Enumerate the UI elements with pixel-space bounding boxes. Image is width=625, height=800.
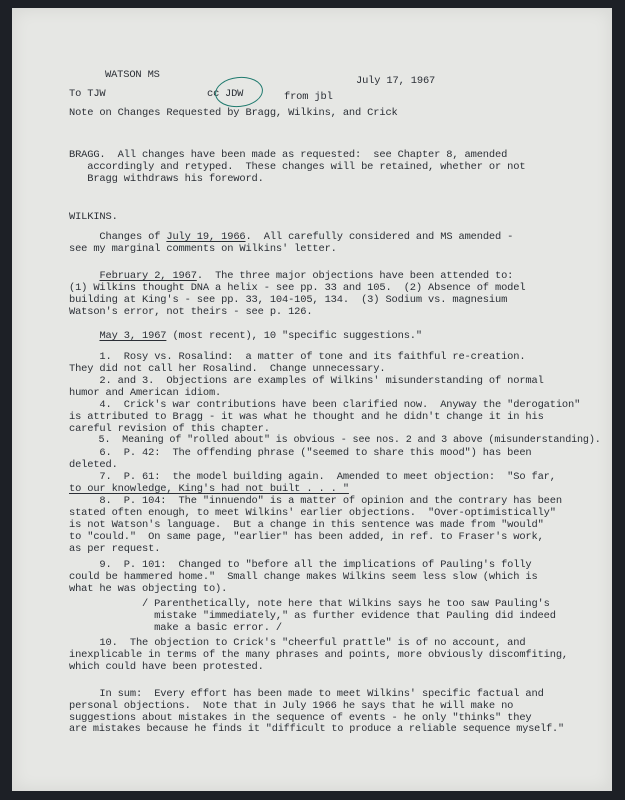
item-line: to "could." On same page, "earlier" has been added, in ref. to Fraser's work, (69, 531, 544, 543)
changes-line-2: see my marginal comments on Wilkins' letter. (69, 243, 337, 255)
sender: from jbl (284, 91, 333, 103)
item-line: 9. P. 101: Changed to "before all the implications of Pauling's folly (69, 559, 532, 571)
item-line: 8. P. 104: The "innuendo" is a matter of opinion and the contrary has been (69, 495, 562, 507)
cc-name: JDW (225, 88, 244, 100)
item-line: They did not call her Rosalind. Change unnecessary. (69, 363, 386, 375)
may-date: May 3, 1967 (99, 330, 167, 342)
manuscript-label: WATSON MS (105, 69, 160, 81)
summary-line: are mistakes because he finds it "difficult to produce a reliable sequence myself." (69, 724, 564, 735)
february-date: February 2, 1967 (99, 270, 197, 282)
item-line: could be hammered home." Small change makes Wilkins seem less slow (which is (69, 571, 538, 583)
summary-line: personal objections. Note that in July 1966 he says that he will make no (69, 700, 514, 712)
bragg-line-1: BRAGG. All changes have been made as requested: see Chapter 8, amended (69, 149, 508, 161)
item-line: 6. P. 42: The offending phrase ("seemed to share this mood") has been (69, 447, 532, 459)
item-line: to our knowledge, King's had not built . . . " (69, 483, 349, 495)
item-line: humor and American idiom. (69, 387, 222, 399)
item-line: careful revision of this chapter. (69, 423, 270, 435)
item-line: is attributed to Bragg - it was what he thought and he didn't change it in his (69, 411, 544, 423)
item-line: is not Watson's language. But a change in this sentence was made from "would" (69, 519, 544, 531)
wilkins-heading: WILKINS. (69, 211, 118, 223)
item-line: 2. and 3. Objections are examples of Wilkins' misunderstanding of normal (69, 375, 544, 387)
summary-line: In sum: Every effort has been made to meet Wilkins' specific factual and (69, 688, 544, 700)
memo-subject: Note on Changes Requested by Bragg, Wilkins, and Crick (69, 107, 398, 119)
cc-label: cc (207, 88, 220, 100)
item-line: 4. Crick's war contributions have been clarified now. Anyway the "derogation" (69, 399, 581, 411)
february-line-1: February 2, 1967. The three major objections have been attended to: (99, 270, 514, 282)
item-line: 7. P. 61: the model building again. Amended to meet objection: "So far, (69, 471, 556, 483)
item-line: 10. The objection to Crick's "cheerful prattle" is of no account, and (69, 637, 526, 649)
bragg-line-2: accordingly and retyped. These changes will be retained, whether or not (69, 161, 526, 173)
summary-line: suggestions about mistakes in the sequence of events - he only "thinks" they (69, 712, 532, 724)
item-line: what he was objecting to). (69, 583, 228, 595)
february-line-3: building at King's - see pp. 33, 104-105, 134. (3) Sodium vs. magnesium (69, 294, 508, 306)
typed-memo-page (12, 8, 612, 791)
bragg-line-3: Bragg withdraws his foreword. (69, 173, 264, 185)
recipient: To TJW (69, 88, 106, 100)
february-line-2: (1) Wilkins thought DNA a helix - see pp. 33 and 105. (2) Absence of model (69, 282, 526, 294)
handwritten-circle-mark (214, 75, 265, 110)
parenthetical-line: make a basic error. / (142, 622, 282, 634)
parenthetical-line: mistake "immediately," as further evidence that Pauling did indeed (142, 610, 556, 622)
may-line: May 3, 1967 (most recent), 10 "specific suggestions." (99, 330, 422, 342)
item-line: 5. Meaning of "rolled about" is obvious - see nos. 2 and 3 above (misunderstanding). (69, 435, 601, 446)
item-line: inexplicable in terms of the many phrases and points, more obviously discomfiting, (69, 649, 569, 661)
item-line: as per request. (69, 543, 161, 555)
item-line: 1. Rosy vs. Rosalind: a matter of tone and its faithful re-creation. (69, 351, 526, 363)
february-line-4: Watson's error, not theirs - see p. 126. (69, 306, 313, 318)
item-line: which could have been protested. (69, 661, 264, 673)
parenthetical-line: / Parenthetically, note here that Wilkins says he too saw Pauling's (142, 598, 550, 610)
memo-date: July 17, 1967 (356, 75, 436, 87)
item-line: stated often enough, to meet Wilkins' earlier objections. "Over-optimistically" (69, 507, 556, 519)
changes-date: July 19, 1966 (166, 231, 246, 243)
changes-line-1: Changes of July 19, 1966. All carefully considered and MS amended - (69, 231, 514, 243)
item-line: deleted. (69, 459, 118, 471)
